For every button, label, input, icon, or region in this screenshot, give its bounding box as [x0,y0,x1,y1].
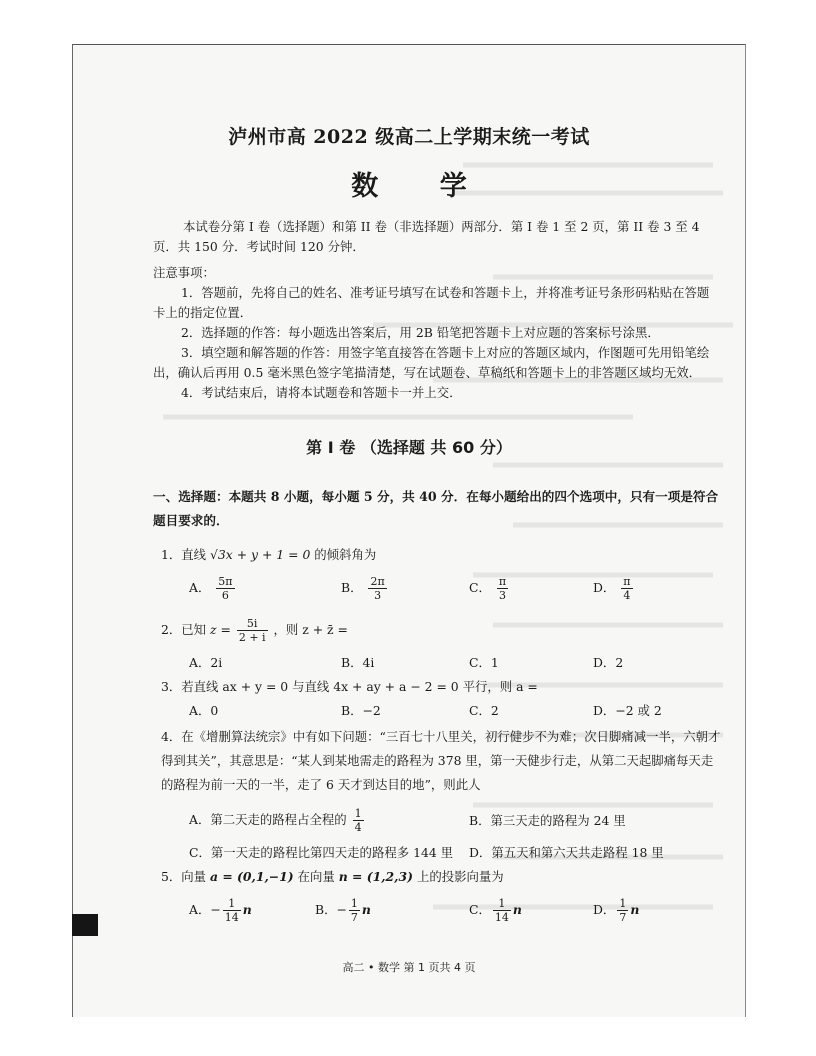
q2-option-d [593,653,623,671]
option-label: C． [469,703,491,718]
q2-option-c [469,653,499,671]
q5-option-d [593,897,639,924]
option-fraction [349,897,360,924]
option-text: 第二天走的路程占全程的 [210,812,347,827]
option-var: n [630,902,640,917]
option-label: C． [469,580,491,595]
option-text: 第一天走的路程比第四天走的路程多 144 里 [210,845,454,860]
q5-prefix: 5．向量 [161,869,207,884]
q4-option-d [469,843,664,861]
q2-fraction [237,617,268,644]
q5-option-c [469,897,522,924]
option-label: D． [593,703,616,718]
frac-num: 5π [218,575,233,588]
q1-option-a [189,575,237,602]
frac-num: π [498,575,507,588]
q1-expression: √3x + y + 1 = 0 [210,547,311,562]
exam-page [72,44,746,1017]
option-text: 0 [210,703,219,718]
q2-prefix: 2．已知 [161,622,207,637]
option-label: B． [341,703,363,718]
option-label: B． [341,655,363,670]
q1-option-c [469,575,510,602]
option-label: C． [189,845,211,860]
frac-den: 14 [224,911,239,924]
option-label: C． [469,655,491,670]
q2-lhs: z = [210,622,231,637]
exam-intro: 本试卷分第 I 卷（选择题）和第 II 卷（非选择题）两部分．第 I 卷 1 至 2 页，第 II 卷 3 至 4 页．共 150 分．考试时间 120 分钟． [153,219,700,254]
option-label: B． [315,902,337,917]
frac-den: 3 [374,589,382,602]
q5-mid: 在向量 [297,869,335,884]
frac-den: 2 + i [238,631,266,644]
option-fraction [617,897,628,924]
question-2-stem [161,617,721,644]
option-label: A． [189,655,211,670]
frac-num: 2π [370,575,385,588]
option-label: A． [189,812,211,827]
note-item: 4．考试结束后，请将本试题卷和答题卡一并上交． [181,385,462,400]
frac-den: 6 [221,589,229,602]
scanner-registration-mark [72,914,98,936]
q4-option-a [189,807,366,834]
frac-num: 5i [237,617,268,631]
option-label: D． [593,580,616,595]
q3-option-a [189,701,218,719]
question-4-stem: 4．在《增删算法统宗》中有如下问题：“三百七十八里关，初行健步不为难；次日脚痛减一半，六朝才得到其关”，其意思是：“某人到某地需走的路程为 378 里，第一天健步行走，从第二天起脚痛每天走的路程为前一天的一半，走了 6 天才到达目的地”，则此人 [161,729,721,792]
question-3-stem: 3．若直线 ax + y = 0 与直线 4x + ay + a − 2 = 0 平行，则 a = [161,679,538,694]
option-fraction [368,575,386,602]
option-text: −2 或 2 [615,703,662,718]
option-text: 第三天走的路程为 24 里 [490,813,626,828]
q2-option-a [189,653,222,671]
option-text: 1 [490,655,499,670]
option-label: B． [469,813,491,828]
note-item: 1．答题前，先将自己的姓名、准考证号填写在试卷和答题卡上，并将准考证号条形码粘贴在答题卡上的指定位置． [153,285,710,320]
option-fraction [493,897,511,924]
exam-subject: 数 学 [351,171,493,202]
notes-section [153,263,713,403]
q1-option-b [341,575,389,602]
option-label: D． [593,655,616,670]
q4-option-b [469,811,626,829]
exam-title: 泸州市高 2022 级高二上学期末统一考试 [228,126,590,148]
q2-option-b [341,653,374,671]
option-fraction [216,575,234,602]
option-text: −2 [362,703,381,718]
question-1-options [73,567,745,611]
option-fraction [353,807,364,834]
section-heading: 第 Ⅰ 卷 （选择题 共 60 分） [306,438,512,457]
option-label: A． [189,902,211,917]
frac-num: 1 [354,807,362,820]
option-label: D． [469,845,492,860]
notes-heading: 注意事项： [153,265,215,280]
q5-vector-a: a = (0,1,−1) [210,869,294,884]
q4-option-c [189,843,453,861]
option-label: C． [469,902,491,917]
option-text: 2 [615,655,624,670]
note-item: 2．选择题的作答：每小题选出答案后，用 2B 铅笔把答题卡上对应题的答案标号涂黑． [181,325,660,340]
option-sign: − [210,902,221,917]
option-label: A． [189,580,211,595]
option-text: 4i [362,655,375,670]
frac-den: 4 [623,589,631,602]
option-text: 2i [210,655,223,670]
q1-suffix: 的倾斜角为 [314,547,377,562]
q2-suffix: ，则 z + z̄ = [273,622,348,637]
q3-option-b [341,701,381,719]
frac-num: 1 [350,897,358,910]
q3-option-d [593,701,662,719]
q5-option-b [315,897,371,924]
option-sign: − [336,902,347,917]
frac-den: 4 [354,821,362,834]
option-var: n [361,902,371,917]
option-fraction [621,575,632,602]
frac-den: 14 [494,911,509,924]
frac-num: 1 [223,897,241,911]
q3-option-c [469,701,499,719]
frac-den: 7 [350,911,358,924]
option-fraction [497,575,508,602]
option-label: A． [189,703,211,718]
question-1-stem [161,545,721,563]
note-item: 3．填空题和解答题的作答：用签字笔直接答在答题卡上对应的答题区域内，作图题可先用铅笔绘出，确认后再用 0.5 毫米黑色签字笔描清楚，写在试题卷、草稿纸和答题卡上的非答题区域均无效． [153,345,710,380]
frac-num: 1 [493,897,511,911]
q5-option-a [189,897,252,924]
q1-option-d [593,575,635,602]
frac-den: 7 [619,911,627,924]
page-footer: 高二 • 数学 第 1 页共 4 页 [342,961,476,974]
option-var: n [512,902,522,917]
frac-num: 1 [619,897,627,910]
frac-num: π [623,575,631,588]
question-5-stem [161,867,721,885]
option-fraction [223,897,241,924]
option-label: D． [593,902,616,917]
option-text: 第五天和第六天共走路程 18 里 [491,845,664,860]
option-var: n [242,902,252,917]
option-text: 2 [490,703,499,718]
q5-vector-n: n = (1,2,3) [338,869,413,884]
option-label: B． [341,580,363,595]
section-instructions: 一、选择题：本题共 8 小题，每小题 5 分，共 40 分．在每小题给出的四个选项中，只有一项是符合题目要求的． [153,489,719,528]
q1-prefix: 1．直线 [161,547,207,562]
frac-den: 3 [498,589,506,602]
q5-suffix: 上的投影向量为 [416,869,504,884]
